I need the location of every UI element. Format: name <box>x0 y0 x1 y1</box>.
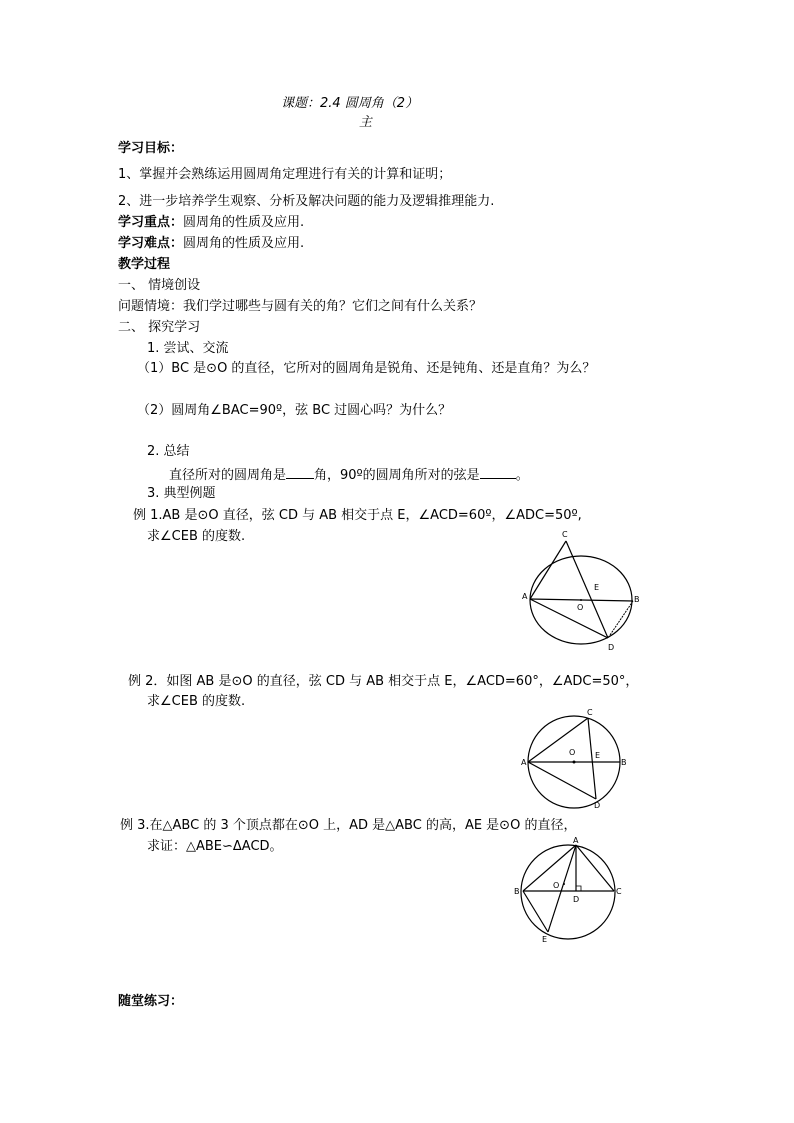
label-a: A <box>573 836 579 845</box>
question-2: （2）圆周角∠BAC=90º，弦 BC 过圆心吗？为什么？ <box>137 403 452 418</box>
difficult-point-text: 圆周角的性质及应用. <box>183 236 305 251</box>
process-heading: 教学过程 <box>118 257 171 272</box>
goal-item-2: 2、进一步培养学生观察、分析及解决问题的能力及逻辑推理能力. <box>118 194 495 209</box>
answer-blank-1[interactable] <box>286 465 314 479</box>
chord-bd <box>608 601 633 638</box>
difficult-point-label: 学习难点： <box>118 236 184 251</box>
practice-heading: 随堂练习： <box>118 994 184 1009</box>
chord-cd <box>566 541 608 638</box>
label-d: D <box>594 801 601 810</box>
label-c: C <box>616 887 622 896</box>
key-point-text: 圆周角的性质及应用. <box>183 215 305 230</box>
section-2-heading: 二、 探究学习 <box>118 320 201 335</box>
step-1-heading: 1. 尝试、交流 <box>147 341 229 356</box>
example-3-line-2: 求证：△ABE∽ΔACD。 <box>147 839 283 854</box>
example-2-figure <box>518 705 633 815</box>
example-2-line-1: 例 2．如图 AB 是⊙O 的直径，弦 CD 与 AB 相交于点 E，∠ACD=60°，∠ADC=50°， <box>128 674 639 689</box>
label-e: E <box>542 935 548 944</box>
label-e: E <box>594 583 600 592</box>
summary-part-2: 角，90º的圆周角所对的弦是 <box>314 468 480 483</box>
summary-line <box>169 465 529 485</box>
label-o: O <box>569 748 576 757</box>
example-1-figure <box>515 525 645 655</box>
difficult-point <box>118 235 304 253</box>
label-d: D <box>573 895 580 904</box>
label-e: E <box>595 751 601 760</box>
center-dot <box>573 761 576 764</box>
label-o: O <box>553 881 560 890</box>
step-2-heading: 2. 总结 <box>147 444 190 459</box>
answer-blank-2[interactable] <box>480 465 516 479</box>
example-1-line-1: 例 1.AB 是⊙O 直径，弦 CD 与 AB 相交于点 E，∠ACD=60º，∠ADC=50º, <box>133 508 582 523</box>
page-subtitle: 主 <box>359 115 373 130</box>
label-b: B <box>621 758 627 767</box>
step-3-heading: 3. 典型例题 <box>147 486 216 501</box>
summary-part-3: 。 <box>515 468 529 483</box>
label-b: B <box>514 887 520 896</box>
label-a: A <box>522 592 528 601</box>
section-1-heading: 一、 情境创设 <box>118 278 201 293</box>
label-c: C <box>562 530 568 539</box>
scenario-text: 问题情境：我们学过哪些与圆有关的角？它们之间有什么关系？ <box>118 299 483 314</box>
label-b: B <box>634 595 640 604</box>
example-1-line-2: 求∠CEB 的度数. <box>147 529 246 544</box>
center-dot <box>563 883 565 885</box>
chord-ac <box>530 541 566 599</box>
label-a: A <box>521 758 527 767</box>
chord-ad <box>530 599 608 638</box>
summary-part-1: 直径所对的圆周角是 <box>169 468 287 483</box>
key-point <box>118 214 304 232</box>
page-title: 课题：2.4 圆周角（2） <box>281 96 419 111</box>
example-3-line-1: 例 3.在△ABC 的 3 个顶点都在⊙O 上，AD 是△ABC 的高，AE 是⊙O 的直径， <box>120 818 577 833</box>
question-1: （1）BC 是⊙O 的直径，它所对的圆周角是锐角、还是钝角、还是直角？为么？ <box>137 361 596 376</box>
label-c: C <box>587 708 593 717</box>
chord-ac <box>528 718 588 762</box>
label-d: D <box>608 643 615 652</box>
goals-heading: 学习目标： <box>118 141 184 156</box>
chord-ad <box>528 762 596 799</box>
example-2-line-2: 求∠CEB 的度数. <box>147 694 246 709</box>
goal-item-1: 1、掌握并会熟练运用圆周角定理进行有关的计算和证明； <box>118 167 452 182</box>
label-o: O <box>577 603 584 612</box>
center-dot <box>580 599 582 601</box>
circle-o <box>521 845 615 939</box>
example-3-figure <box>510 836 628 946</box>
right-angle-mark <box>576 886 581 891</box>
key-point-label: 学习重点： <box>118 215 184 230</box>
